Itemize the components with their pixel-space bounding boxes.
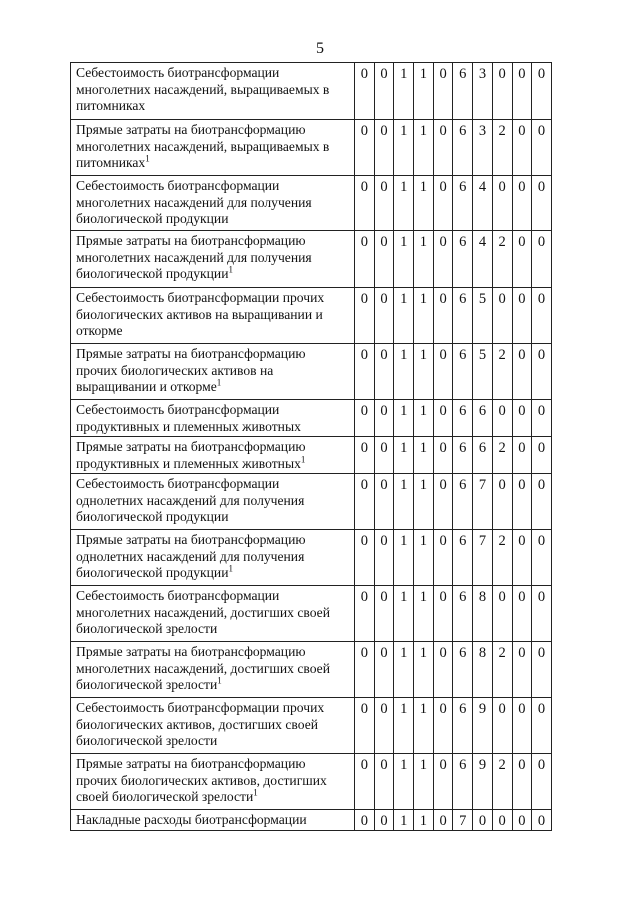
code-digit: 6 — [453, 474, 473, 530]
code-digit: 0 — [532, 530, 552, 586]
code-digit: 1 — [394, 288, 414, 344]
code-digit: 0 — [433, 642, 453, 698]
code-digit: 1 — [394, 474, 414, 530]
footnote-marker: 1 — [217, 675, 222, 686]
code-digit: 0 — [433, 586, 453, 642]
table-row — [71, 288, 552, 344]
code-digit: 2 — [492, 530, 512, 586]
code-digit: 1 — [394, 400, 414, 437]
code-digit: 0 — [532, 437, 552, 474]
row-name-cell — [71, 344, 355, 400]
code-digit: 1 — [414, 698, 434, 754]
code-digit: 0 — [374, 176, 394, 231]
code-digit: 6 — [453, 586, 473, 642]
code-digit: 0 — [532, 698, 552, 754]
code-digit: 0 — [492, 400, 512, 437]
code-digit: 0 — [374, 810, 394, 831]
code-digit: 0 — [433, 400, 453, 437]
code-digit: 5 — [473, 288, 493, 344]
code-digit: 0 — [374, 344, 394, 400]
code-digit: 0 — [512, 231, 532, 288]
code-digit: 0 — [433, 63, 453, 120]
code-digit: 0 — [492, 586, 512, 642]
code-digit: 7 — [473, 474, 493, 530]
code-digit: 1 — [394, 63, 414, 120]
row-name-cell — [71, 231, 355, 288]
code-digit: 0 — [532, 288, 552, 344]
code-digit: 1 — [394, 176, 414, 231]
code-digit: 6 — [473, 437, 493, 474]
code-digit: 0 — [355, 231, 375, 288]
table-body — [71, 63, 552, 831]
code-digit: 6 — [453, 344, 473, 400]
account-code-table — [70, 62, 552, 831]
code-digit: 6 — [453, 231, 473, 288]
code-digit: 2 — [492, 231, 512, 288]
code-digit: 6 — [453, 63, 473, 120]
code-digit: 0 — [355, 474, 375, 530]
code-digit: 0 — [374, 400, 394, 437]
row-name-cell — [71, 530, 355, 586]
code-digit: 7 — [453, 810, 473, 831]
code-digit: 0 — [532, 176, 552, 231]
code-digit: 0 — [374, 474, 394, 530]
code-digit: 1 — [414, 810, 434, 831]
code-digit: 1 — [394, 810, 414, 831]
code-digit: 0 — [532, 400, 552, 437]
code-digit: 0 — [532, 63, 552, 120]
code-digit: 1 — [414, 63, 434, 120]
code-digit: 0 — [532, 810, 552, 831]
code-digit: 0 — [532, 474, 552, 530]
row-name-cell — [71, 474, 355, 530]
code-digit: 0 — [355, 437, 375, 474]
table-row — [71, 400, 552, 437]
code-digit: 3 — [473, 120, 493, 176]
table-row — [71, 810, 552, 831]
code-digit: 6 — [453, 288, 473, 344]
code-digit: 0 — [512, 63, 532, 120]
code-digit: 2 — [492, 344, 512, 400]
code-digit: 1 — [394, 754, 414, 810]
code-digit: 0 — [374, 120, 394, 176]
code-digit: 0 — [532, 344, 552, 400]
row-name-cell — [71, 288, 355, 344]
table-row — [71, 176, 552, 231]
table-row — [71, 586, 552, 642]
row-name: Себестоимость биотрансформации продуктивных и племенных животных — [76, 402, 301, 434]
row-name: Прямые затраты на биотрансформацию продуктивных и племенных животных — [76, 439, 306, 471]
code-digit: 0 — [355, 810, 375, 831]
code-digit: 9 — [473, 698, 493, 754]
footnote-marker: 1 — [228, 563, 233, 574]
code-digit: 0 — [512, 120, 532, 176]
code-digit: 6 — [453, 120, 473, 176]
code-digit: 0 — [374, 63, 394, 120]
code-digit: 1 — [394, 642, 414, 698]
code-digit: 0 — [512, 288, 532, 344]
table-row — [71, 698, 552, 754]
row-name-cell — [71, 810, 355, 831]
row-name-cell — [71, 642, 355, 698]
table-row — [71, 530, 552, 586]
row-name: Себестоимость биотрансформации прочих биологических активов, достигших своей биологической зрелости — [76, 700, 325, 748]
code-digit: 0 — [355, 176, 375, 231]
row-name: Себестоимость биотрансформации многолетних насаждений, достигших своей биологической зрелости — [76, 588, 330, 636]
row-name-cell — [71, 63, 355, 120]
code-digit: 1 — [414, 437, 434, 474]
code-digit: 6 — [473, 400, 493, 437]
row-name: Прямые затраты на биотрансформацию прочих биологических активов на выращивании и откорме — [76, 346, 306, 394]
code-digit: 6 — [453, 176, 473, 231]
code-digit: 0 — [433, 288, 453, 344]
code-digit: 0 — [355, 120, 375, 176]
code-digit: 0 — [433, 344, 453, 400]
row-name: Прямые затраты на биотрансформацию многолетних насаждений, выращиваемых в питомниках — [76, 122, 330, 170]
footnote-marker: 1 — [145, 153, 150, 164]
code-digit: 0 — [355, 288, 375, 344]
code-digit: 0 — [512, 474, 532, 530]
code-digit: 0 — [433, 176, 453, 231]
code-digit: 4 — [473, 231, 493, 288]
table-row — [71, 754, 552, 810]
code-digit: 0 — [512, 698, 532, 754]
table-row — [71, 120, 552, 176]
page-number: 5 — [316, 40, 324, 57]
code-digit: 0 — [512, 176, 532, 231]
row-name: Прямые затраты на биотрансформацию многолетних насаждений, достигших своей биологической зрелости — [76, 644, 330, 692]
footnote-marker: 1 — [300, 453, 306, 464]
code-digit: 5 — [473, 344, 493, 400]
code-digit: 6 — [453, 642, 473, 698]
code-digit: 0 — [512, 530, 532, 586]
code-digit: 0 — [374, 288, 394, 344]
code-digit: 9 — [473, 754, 493, 810]
code-digit: 1 — [394, 120, 414, 176]
code-digit: 0 — [355, 586, 375, 642]
code-digit: 0 — [374, 231, 394, 288]
footnote-marker: 1 — [228, 264, 233, 275]
row-name-cell — [71, 754, 355, 810]
code-digit: 1 — [414, 344, 434, 400]
code-digit: 0 — [532, 231, 552, 288]
code-digit: 1 — [414, 642, 434, 698]
code-digit: 6 — [453, 698, 473, 754]
code-digit: 0 — [374, 642, 394, 698]
row-name: Прямые затраты на биотрансформацию прочих биологических активов, достигших своей биологической зрелости — [76, 756, 327, 804]
code-digit: 1 — [414, 176, 434, 231]
code-digit: 6 — [453, 530, 473, 586]
code-digit: 0 — [512, 754, 532, 810]
code-digit: 0 — [473, 810, 493, 831]
code-digit: 0 — [512, 586, 532, 642]
table-row — [71, 642, 552, 698]
code-digit: 0 — [433, 474, 453, 530]
code-digit: 1 — [414, 231, 434, 288]
code-digit: 4 — [473, 176, 493, 231]
code-digit: 0 — [492, 176, 512, 231]
code-digit: 0 — [355, 642, 375, 698]
table-row — [71, 231, 552, 288]
code-digit: 1 — [394, 530, 414, 586]
code-digit: 0 — [433, 120, 453, 176]
code-digit: 6 — [453, 400, 473, 437]
code-digit: 1 — [414, 400, 434, 437]
code-digit: 0 — [355, 754, 375, 810]
code-digit: 0 — [433, 231, 453, 288]
table-row — [71, 344, 552, 400]
code-digit: 6 — [453, 754, 473, 810]
code-digit: 0 — [532, 754, 552, 810]
row-name-cell — [71, 176, 355, 231]
code-digit: 0 — [492, 698, 512, 754]
row-name-cell — [71, 698, 355, 754]
table-row — [71, 63, 552, 120]
table-row — [71, 474, 552, 530]
table-row — [71, 437, 552, 474]
code-digit: 0 — [374, 437, 394, 474]
code-digit: 2 — [492, 437, 512, 474]
code-digit: 0 — [532, 642, 552, 698]
code-digit: 2 — [492, 642, 512, 698]
code-digit: 0 — [433, 810, 453, 831]
code-digit: 0 — [492, 63, 512, 120]
code-digit: 1 — [414, 754, 434, 810]
code-digit: 0 — [512, 810, 532, 831]
code-digit: 2 — [492, 754, 512, 810]
row-name: Накладные расходы биотрансформации — [76, 812, 307, 827]
code-digit: 7 — [473, 530, 493, 586]
code-digit: 8 — [473, 586, 493, 642]
code-digit: 1 — [394, 586, 414, 642]
code-digit: 0 — [433, 698, 453, 754]
row-name: Себестоимость биотрансформации многолетних насаждений, выращиваемых в питомниках — [76, 65, 330, 113]
code-digit: 0 — [433, 437, 453, 474]
code-digit: 0 — [374, 586, 394, 642]
code-digit: 0 — [492, 288, 512, 344]
footnote-marker: 1 — [216, 377, 222, 388]
code-digit: 0 — [355, 344, 375, 400]
code-digit: 0 — [512, 400, 532, 437]
code-digit: 0 — [355, 400, 375, 437]
code-digit: 0 — [532, 586, 552, 642]
code-digit: 0 — [532, 120, 552, 176]
row-name: Прямые затраты на биотрансформацию однолетних насаждений для получения биологической продукции — [76, 532, 306, 580]
row-name: Себестоимость биотрансформации многолетних насаждений для получения биологической продукции — [76, 178, 312, 226]
code-digit: 8 — [473, 642, 493, 698]
code-digit: 1 — [394, 344, 414, 400]
row-name-cell — [71, 586, 355, 642]
row-name-cell — [71, 120, 355, 176]
code-digit: 0 — [492, 474, 512, 530]
code-digit: 0 — [374, 754, 394, 810]
row-name: Прямые затраты на биотрансформацию многолетних насаждений для получения биологической продукции — [76, 233, 312, 281]
row-name: Себестоимость биотрансформации прочих биологических активов на выращивании и откорме — [76, 290, 325, 338]
code-digit: 1 — [394, 437, 414, 474]
code-digit: 6 — [453, 437, 473, 474]
code-digit: 0 — [355, 698, 375, 754]
code-digit: 0 — [512, 344, 532, 400]
code-digit: 1 — [414, 474, 434, 530]
footnote-marker: 1 — [253, 787, 258, 798]
code-digit: 0 — [374, 698, 394, 754]
code-digit: 3 — [473, 63, 493, 120]
code-digit: 1 — [394, 698, 414, 754]
code-digit: 0 — [433, 530, 453, 586]
code-digit: 0 — [512, 437, 532, 474]
code-digit: 1 — [394, 231, 414, 288]
code-digit: 0 — [433, 754, 453, 810]
code-digit: 0 — [355, 530, 375, 586]
code-digit: 1 — [414, 586, 434, 642]
row-name: Себестоимость биотрансформации однолетних насаждений для получения биологической продукции — [76, 476, 305, 524]
code-digit: 1 — [414, 530, 434, 586]
row-name-cell — [71, 400, 355, 437]
code-digit: 0 — [492, 810, 512, 831]
row-name-cell — [71, 437, 355, 474]
code-digit: 0 — [355, 63, 375, 120]
code-digit: 1 — [414, 120, 434, 176]
code-digit: 0 — [512, 642, 532, 698]
code-digit: 2 — [492, 120, 512, 176]
code-digit: 0 — [374, 530, 394, 586]
code-digit: 1 — [414, 288, 434, 344]
